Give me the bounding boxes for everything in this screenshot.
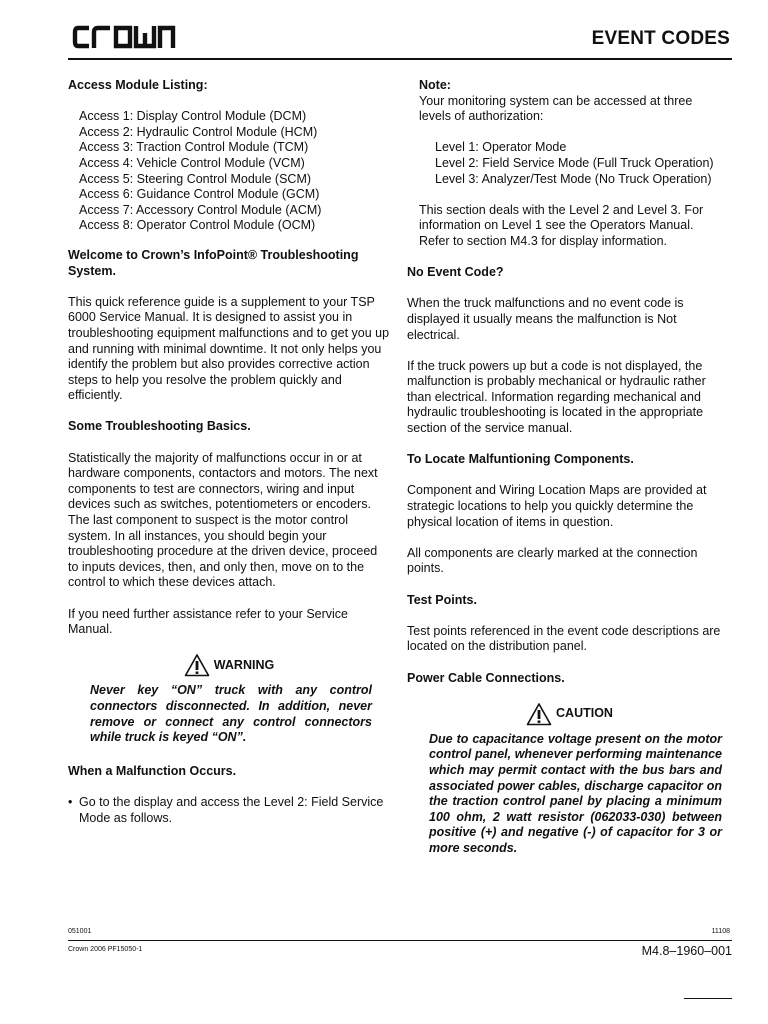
right-column bbox=[407, 78, 732, 872]
list-item: Level 3: Analyzer/Test Mode (No Truck Operation) bbox=[435, 171, 712, 186]
note-block bbox=[407, 78, 732, 250]
caution-label: CAUTION bbox=[556, 705, 613, 720]
bullet-dot-icon: • bbox=[68, 794, 73, 809]
warning-text: Never key “ON” truck with any control connectors disconnected. In addition, never remove or connect any control connectors while truck is keyed “ON”. bbox=[90, 683, 372, 745]
list-item: Access 6: Guidance Control Module (GCM) bbox=[79, 187, 320, 202]
power-heading: Power Cable Connections. bbox=[407, 670, 565, 685]
warning-icon bbox=[184, 653, 210, 677]
note-paragraph: Your monitoring system can be accessed at three levels of authorization: bbox=[419, 93, 693, 124]
welcome-heading: Welcome to Crown’s InfoPoint® Troubleshooting System. bbox=[68, 247, 359, 278]
basics-heading: Some Troubleshooting Basics. bbox=[68, 419, 251, 434]
list-item: Access 8: Operator Control Module (OCM) bbox=[79, 218, 316, 233]
bottom-rule bbox=[684, 998, 732, 999]
list-item: Access 7: Accessory Control Module (ACM) bbox=[79, 202, 322, 217]
list-item: Access 5: Steering Control Module (SCM) bbox=[79, 171, 312, 186]
bullet-item bbox=[68, 795, 390, 826]
footer-date-code: 051001 bbox=[68, 928, 92, 935]
caution-header bbox=[407, 702, 732, 726]
no-code-paragraph-2: If the truck powers up but a code is not displayed, the malfunction is probably mechanical or hydraulic rather than electrical. Information regarding mechanical and hydraulic troubleshooting is located in the appropriate section of the service manual. bbox=[407, 358, 706, 436]
locate-paragraph-1: Component and Wiring Location Maps are provided at strategic locations to help you quickly determine the physical location of items in question. bbox=[407, 483, 707, 529]
list-item: Access 4: Vehicle Control Module (VCM) bbox=[79, 155, 305, 170]
warning-label: WARNING bbox=[213, 657, 275, 672]
access-heading: Access Module Listing: bbox=[68, 78, 208, 92]
assist-paragraph: If you need further assistance refer to your Service Manual. bbox=[68, 606, 348, 637]
note-heading: Note: bbox=[419, 78, 451, 92]
no-code-heading: No Event Code? bbox=[407, 265, 504, 280]
list-item: Access 3: Traction Control Module (TCM) bbox=[79, 140, 309, 155]
locate-paragraph-2: All components are clearly marked at the connection points. bbox=[407, 545, 698, 576]
basics-paragraph: Statistically the majority of malfunctions occur in or at hardware components, contactors and motors. The next components to test are connectors, wiring and input devices such as switches, potentiometers or encoders. The last component to suspect is the motor control system. In all instances, you should begin your troubleshooting procedure at the driven device, proceed to inputs devices, then, and only then, move on to the control to which these devices attach. bbox=[68, 450, 378, 590]
list-item: Access 2: Hydraulic Control Module (HCM) bbox=[79, 124, 318, 139]
footer-rule bbox=[68, 940, 732, 941]
document-code: M4.8–1960–001 bbox=[641, 944, 732, 958]
no-code-paragraph-1: When the truck malfunctions and no event code is displayed it usually means the malfunction is Not electrical. bbox=[407, 296, 684, 342]
warning-header bbox=[68, 653, 390, 677]
levels-list bbox=[419, 140, 726, 187]
list-item: Access 1: Display Control Module (DCM) bbox=[79, 109, 307, 124]
list-item: Level 1: Operator Mode bbox=[435, 140, 567, 155]
left-column bbox=[68, 78, 390, 826]
locate-heading: To Locate Malfuntioning Components. bbox=[407, 452, 634, 467]
footer-right-code: 11108 bbox=[711, 928, 730, 935]
malfunction-heading: When a Malfunction Occurs. bbox=[68, 763, 237, 778]
crown-logo bbox=[72, 24, 176, 50]
bullet-text: Go to the display and access the Level 2: Field Service Mode as follows. bbox=[79, 794, 384, 825]
test-paragraph: Test points referenced in the event code descriptions are located on the distribution panel. bbox=[407, 623, 721, 654]
page-title: EVENT CODES bbox=[591, 28, 730, 49]
caution-text: Due to capacitance voltage present on the motor control panel, whenever performing maintenance which may permit contact with the bus bars and associated power cables, discharge capacitor on the traction control panel by placing a minimum 100 ohm, 2 watt resistor (062033-030) between positive (+) and negative (-) of capacitor for 3 or more seconds. bbox=[429, 731, 722, 855]
footer-copyright: Crown 2006 PF15050-1 bbox=[68, 946, 143, 953]
welcome-paragraph: This quick reference guide is a supplement to your TSP 6000 Service Manual. It is designed to assist you in troubleshooting equipment malfunctions and to get you up and running with minimal downtime. It not only helps you identify the problem but also provides corrective action steps to help you resolve the problem quickly and efficiently. bbox=[68, 294, 390, 403]
caution-icon bbox=[526, 702, 552, 726]
list-item: Level 2: Field Service Mode (Full Truck Operation) bbox=[435, 155, 714, 170]
section-paragraph: This section deals with the Level 2 and Level 3. For information on Level 1 see the Operators Manual. Refer to section M4.3 for display information. bbox=[419, 202, 704, 248]
page-header bbox=[68, 18, 732, 58]
test-heading: Test Points. bbox=[407, 592, 477, 607]
access-list bbox=[68, 109, 390, 234]
header-rule bbox=[68, 58, 732, 60]
